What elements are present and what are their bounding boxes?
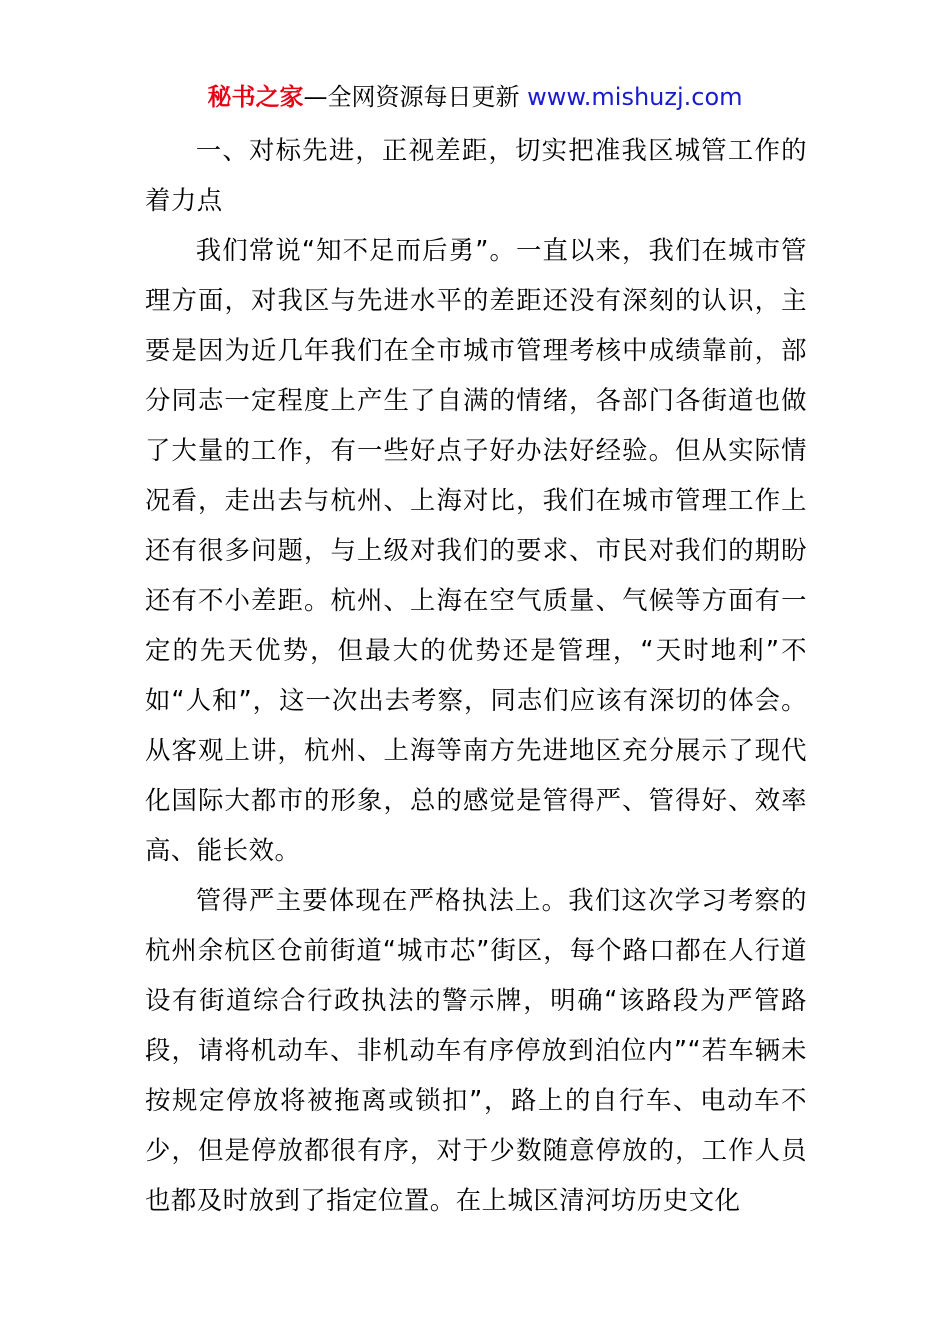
section-heading: 一、对标先进，正视差距，切实把准我区城管工作的着力点 (145, 135, 807, 215)
paragraph-1: 我们常说“知不足而后勇”。一直以来，我们在城市管理方面，对我区与先进水平的差距还没有深刻的认识，主要是因为近几年我们在全市城市管理考核中成绩靠前，部分同志一定程度上产生了自满的情绪，各部门各街道也做了大量的工作，有一些好点子好办法好经验。但从实际情况看，走出去与杭州、上海对比，我们在城市管理工作上还有很多问题，与上级对我们的要求、市民对我们的期盼还有不小差距。杭州、上海在空气质量、气候等方面有一定的先天优势，但最大的优势还是管理，“天时地利”不如“人和”，这一次出去考察，同志们应该有深切的体会。从客观上讲，杭州、上海等南方先进地区充分展示了现代化国际大都市的形象，总的感觉是管得严、管得好、效率高、能长效。 (145, 235, 807, 865)
header-tagline: —全网资源每日更新 (303, 83, 528, 111)
header-url-link[interactable]: www.mishuzj.com (527, 83, 743, 111)
paragraph-2: 管得严主要体现在严格执法上。我们这次学习考察的杭州余杭区仓前街道“城市芯”街区，每个路口都在人行道设有街道综合行政执法的警示牌，明确“该路段为严管路段，请将机动车、非机动车有序停放到泊位内”“若车辆未按规定停放将被拖离或锁扣”，路上的自行车、电动车不少，但是停放都很有序，对于少数随意停放的，工作人员也都及时放到了指定位置。在上城区清河坊历史文化 (145, 885, 807, 1215)
header-brand: 秘书之家 (207, 83, 304, 111)
page-header (0, 80, 950, 114)
document-body (145, 125, 807, 1225)
